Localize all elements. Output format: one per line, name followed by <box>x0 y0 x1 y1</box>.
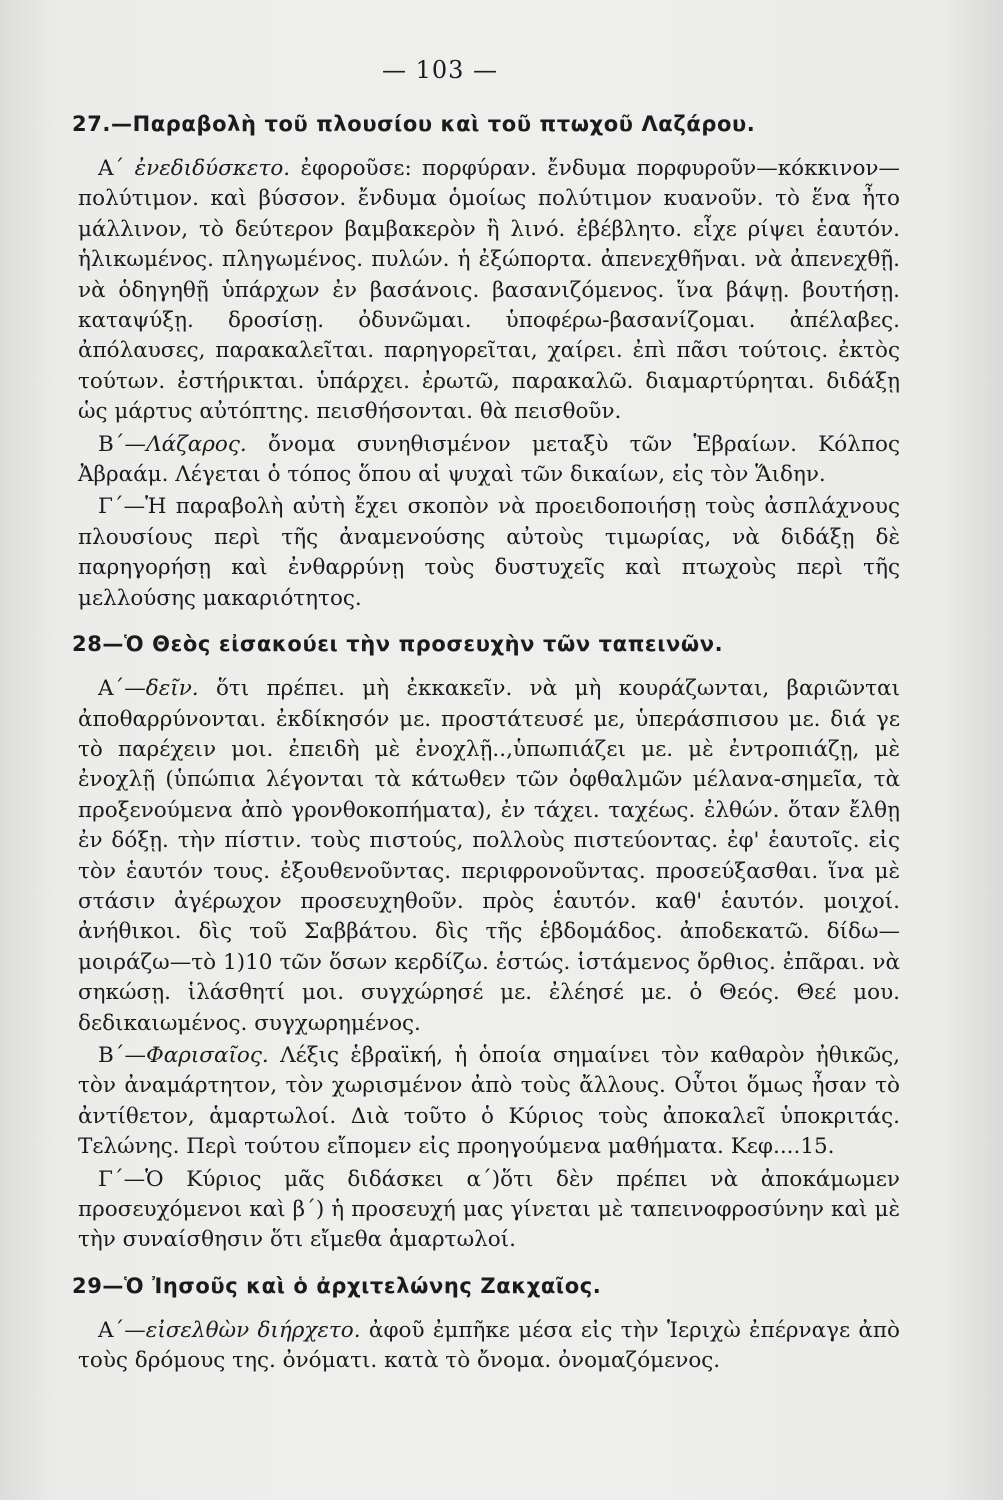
paragraph-marker: Β΄— <box>98 1042 147 1068</box>
paragraph <box>78 154 900 428</box>
paragraph-text: Ὁ Κύριος μᾶς διδάσκει α΄)ὅτι δὲν πρέπει νὰ ἀποκάμωμεν προσευχόμενοι καὶ β΄) ἡ προσευχή μας γίνεται μὲ ταπεινοφροσύνην καὶ μὲ τὴν συναίσθησιν ὅτι εἴμεθα ἁμαρτωλοί. <box>78 1166 900 1253</box>
section-heading: 29—Ὁ Ἰησοῦς καὶ ὁ ἀρχιτελώνης Ζακχαῖος. <box>72 1273 602 1298</box>
paragraph <box>78 674 900 1039</box>
section-29 <box>72 1270 900 1377</box>
paragraph <box>78 1041 900 1163</box>
section-heading: 28—Ὁ Θεὸς εἰσακούει τὴν προσευχὴν τῶν ταπεινῶν. <box>72 632 724 657</box>
section-28 <box>72 628 900 1256</box>
paragraph <box>78 492 900 614</box>
paragraph-text: Λέξις ἑβραϊκή, ἡ ὁποία σημαίνει τὸν καθαρὸν ἠθικῶς, τὸν ἀναμάρτητον, τὸν χωρισμένον ἀπὸ τοὺς ἄλλους. Οὗτοι ὅμως ἦσαν τὸ ἀντίθετον, ἁμαρτωλοί. Διὰ τοῦτο ὁ Κύριος τοὺς ἀποκαλεῖ ὑποκριτάς. Τελώνης. Περὶ τούτου εἴπομεν εἰς προηγούμενα μαθήματα. Κεφ....15. <box>78 1042 900 1160</box>
paragraph-term: εἰσελθὼν διήρχετο. <box>145 1317 361 1343</box>
paragraph-term: Φαρισαῖος. <box>146 1042 269 1068</box>
paragraph-marker: Γ΄— <box>98 1166 146 1192</box>
paragraph-marker: Α΄— <box>98 676 146 702</box>
paragraph-term: ἐνεδιδύσκετο. <box>134 156 291 181</box>
paragraph <box>78 1316 900 1377</box>
paragraph-term: δεῖν. <box>145 676 199 702</box>
paragraph-marker: Γ΄— <box>98 494 146 520</box>
paragraph-text: Ἡ παραβολὴ αὐτὴ ἔχει σκοπὸν νὰ προειδοποιήσῃ τοὺς ἀσπλάχνους πλουσίους περὶ τῆς ἀναμενούσης αὐτοὺς τιμωρίας, νὰ διδάξῃ δὲ παρηγορήσῃ καὶ ἐνθαρρύνῃ τοὺς δυστυχεῖς καὶ πτωχοὺς περὶ τῆς μελλούσης μακαριότητος. <box>78 494 900 611</box>
paragraph-text: ἀφοῦ ἐμπῆκε μέσα εἰς τὴν Ἱεριχὼ ἐπέρναγε ἀπὸ τοὺς δρόμους της. ὀνόματι. κατὰ τὸ ὄνομα. ὀνομαζόμενος. <box>78 1317 900 1374</box>
paragraph-marker: Α΄— <box>98 1317 146 1343</box>
page-content <box>72 108 900 1379</box>
section-27 <box>72 108 900 614</box>
paragraph-term: Λάζαρος. <box>146 431 247 457</box>
paragraph-marker: Β΄— <box>98 431 147 457</box>
section-heading: 27.—Παραβολὴ τοῦ πλουσίου καὶ τοῦ πτωχοῦ Λαζάρου. <box>72 112 756 136</box>
paragraph-text: ἐφοροῦσε: πορφύραν. ἔνδυμα πορφυροῦν—κόκκινον—πολύτιμον. καὶ βύσσον. ἔνδυμα ὁμοίως πολύτιμον κυανοῦν. τὸ ἕνα ἦτο μάλλινον, τὸ δεύτερον βαμβακερὸν ἢ λινό. ἐβέβλητο. εἶχε ρίψει ἑαυτόν. ἡλικωμένος. πληγωμένος. πυλών. ἡ ἐξώπορτα. ἀπενεχθῆναι. νὰ ἀπενεχθῇ. νὰ ὁδηγηθῇ ὑπάρχων ἐν βασάνοις. βασανιζόμενος. ἵνα βάψῃ. βουτήσῃ. καταψύξῃ. δροσίσῃ. ὀδυνῶμαι. ὑποφέρω-βασανίζομαι. ἀπέλαβες. ἀπόλαυσες, παρακαλεῖται. παρηγορεῖται, χαίρει. ἐπὶ πᾶσι τούτοις. ἐκτὸς τούτων. ἐστήρικται. ὑπάρχει. ἐρωτῶ, παρακαλῶ. διαμαρτύρηται. διδάξῃ ὡς μάρτυς αὐτόπτης. πεισθήσονται. θὰ πεισθοῦν. <box>78 156 900 425</box>
page-number: — 103 — <box>381 56 499 84</box>
paragraph <box>78 1165 900 1256</box>
paragraph-text: ὅτι πρέπει. μὴ ἐκκακεῖν. νὰ μὴ κουράζωνται, βαριῶνται ἀποθαρρύνονται. ἐκδίκησόν με. προστάτευσέ με, ὑπεράσπισου με. διά γε τὸ παρέχειν μοι. ἐπειδὴ μὲ ἐνοχλῇ..,ὑπωπιάζει με. μὲ ἐντροπιάζῃ, μὲ ἐνοχλῇ (ὑπώπια λέγονται τὰ κάτωθεν τῶν ὀφθαλμῶν μέλανα-σημεῖα, τὰ προξενούμενα ἀπὸ γρονθοκοπήματα), ἐν τάχει. ταχέως. ἐλθών. ὅταν ἔλθῃ ἐν δόξῃ. τὴν πίστιν. τοὺς πιστούς, πολλοὺς πιστεύοντας. ἐφ' ἑαυτοῖς. εἰς τὸν ἑαυτόν τους. ἐξουθενοῦντας. περιφρονοῦντας. προσεύξασθαι. ἵνα μὲ στάσιν ἀγέρωχον προσευχηθοῦν. πρὸς ἑαυτόν. καθ' ἑαυτόν. μοιχοί. ἀνήθικοι. δὶς τοῦ Σαββάτου. δὶς τῆς ἑβδομάδος. ἀποδεκατῶ. δίδω—μοιράζω—τὸ 1)10 τῶν ὅσων κερδίζω. ἑστώς. ἱστάμενος ὄρθιος. ἐπᾶραι. νὰ σηκώσῃ. ἱλάσθητί μοι. συγχώρησέ με. ἐλέησέ με. ὁ Θεός. Θεέ μου. δεδικαιωμένος. συγχωρημένος. <box>78 676 900 1036</box>
paragraph-text: ὄνομα συνηθισμένον μεταξὺ τῶν Ἑβραίων. Κόλπος Ἀβραάμ. Λέγεται ὁ τόπος ὅπου αἱ ψυχαὶ τῶν δικαίων, εἰς τὸν Ἅιδην. <box>78 431 900 488</box>
paragraph <box>78 430 900 491</box>
paragraph-marker: Α΄ <box>98 156 125 181</box>
